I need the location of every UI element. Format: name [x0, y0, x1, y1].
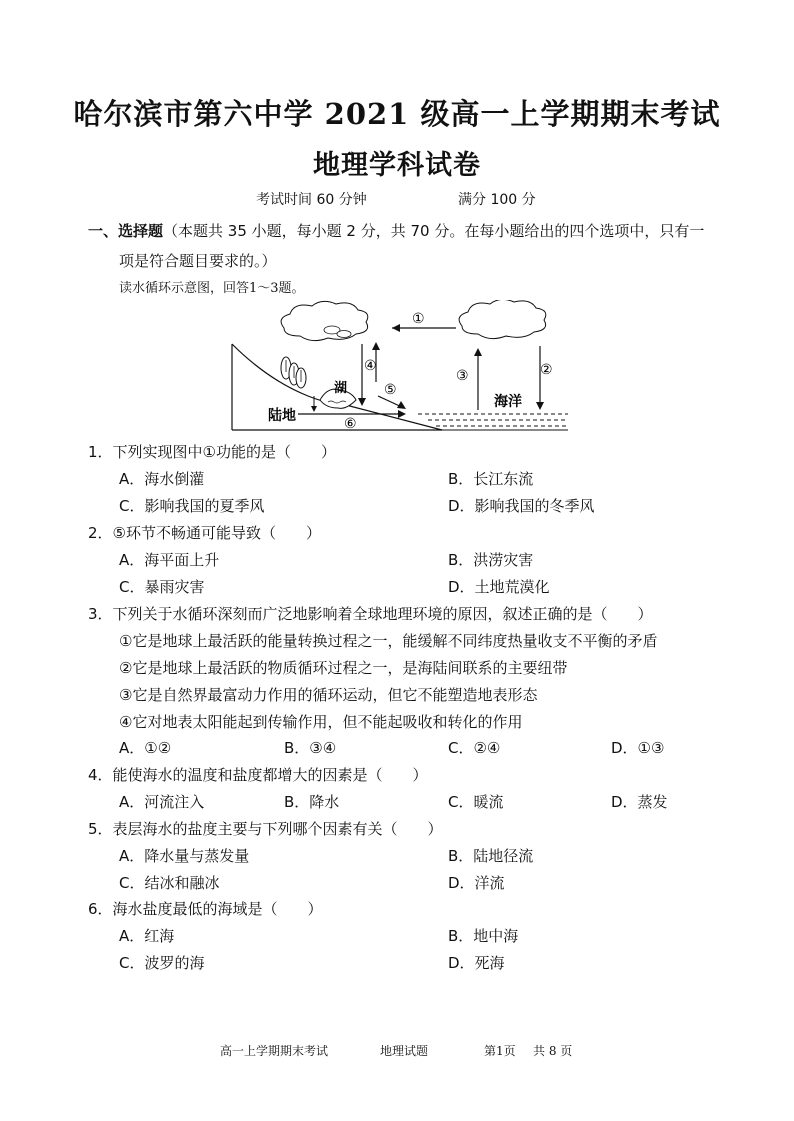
q3-statement-2: ②它是地球上最活跃的物质循环过程之一，是海陆间联系的主要纽带 — [119, 659, 568, 677]
q2-option-d[interactable]: D．土地荒漠化 — [448, 578, 550, 596]
label-6: ⑥ — [344, 416, 357, 432]
label-3: ③ — [456, 368, 469, 384]
arrow-3-head — [474, 348, 482, 356]
q2-option-b[interactable]: B．洪涝灾害 — [448, 551, 534, 569]
water-cycle-diagram — [228, 300, 573, 435]
question-5-stem: 5．表层海水的盐度主要与下列哪个因素有关（ ） — [88, 820, 443, 838]
q5-option-b[interactable]: B．陆地径流 — [448, 847, 534, 865]
section-heading: 一、选择题 — [88, 222, 164, 240]
q6-option-c[interactable]: C．波罗的海 — [119, 954, 205, 972]
q4-option-a[interactable]: A．河流注入 — [119, 793, 205, 811]
q3-option-d[interactable]: D．①③ — [611, 739, 665, 757]
label-4: ④ — [364, 358, 377, 374]
q5-option-d[interactable]: D．洋流 — [448, 874, 505, 892]
section-instructions — [88, 220, 704, 241]
q4-option-d[interactable]: D．蒸发 — [611, 793, 668, 811]
q4-option-c[interactable]: C．暖流 — [448, 793, 504, 811]
q3-option-a[interactable]: A．①② — [119, 739, 172, 757]
q6-option-b[interactable]: B．地中海 — [448, 927, 519, 945]
section-desc-line1: （本题共 35 小题，每小题 2 分，共 70 分。在每小题给出的四个选项中，只有一 — [163, 222, 705, 240]
arrow-2-head — [536, 402, 544, 410]
label-2: ② — [540, 362, 553, 378]
cloud-detail — [337, 331, 351, 338]
full-score: 满分 100 分 — [458, 192, 536, 208]
footer-page: 第1页 — [484, 1044, 516, 1058]
question-1-stem: 1．下列实现图中①功能的是（ ） — [88, 443, 336, 461]
land-label: 陆地 — [268, 408, 296, 424]
question-2-stem: 2．⑤环节不畅通可能导致（ ） — [88, 524, 321, 542]
exam-time: 考试时间 60 分钟 — [256, 192, 367, 208]
section-desc-line2: 项是符合题目要求的。） — [119, 252, 277, 270]
question-3-stem: 3．下列关于水循环深刻而广泛地影响着全球地理环境的原因，叙述正确的是（ ） — [88, 605, 653, 623]
lake-label: 湖 — [334, 381, 348, 396]
q3-statement-1: ①它是地球上最活跃的能量转换过程之一，能缓解不同纬度热量收支不平衡的矛盾 — [119, 632, 658, 650]
q2-option-a[interactable]: A．海平面上升 — [119, 551, 220, 569]
arrow-4-up-head — [372, 342, 380, 350]
label-1: ① — [412, 311, 425, 327]
infiltration-arrow-head — [311, 406, 317, 412]
q1-option-b[interactable]: B．长江东流 — [448, 470, 534, 488]
q3-option-c[interactable]: C．②④ — [448, 739, 501, 757]
q1-option-c[interactable]: C．影响我国的夏季风 — [119, 497, 265, 515]
trees-icon — [281, 357, 306, 388]
q6-option-a[interactable]: A．红海 — [119, 927, 175, 945]
q3-statement-3: ③它是自然界最富动力作用的循环运动，但它不能塑造地表形态 — [119, 686, 538, 704]
arrow-6-head — [398, 410, 406, 418]
q5-option-c[interactable]: C．结冰和融冰 — [119, 874, 220, 892]
exam-subtitle: 地理学科试卷 — [313, 150, 481, 181]
footer-total: 共 8 页 — [533, 1044, 573, 1058]
footer-exam: 高一上学期期末考试 — [220, 1044, 329, 1058]
q1-option-a[interactable]: A．海水倒灌 — [119, 470, 205, 488]
q4-option-b[interactable]: B．降水 — [284, 793, 340, 811]
exam-title: 哈尔滨市第六中学 2021 级高一上学期期末考试 — [73, 97, 721, 131]
footer-subject: 地理试题 — [380, 1044, 429, 1058]
arrow-4-head — [358, 398, 366, 406]
question-4-stem: 4．能使海水的温度和盐度都增大的因素是（ ） — [88, 766, 428, 784]
q1-option-d[interactable]: D．影响我国的冬季风 — [448, 497, 595, 515]
q2-option-c[interactable]: C．暴雨灾害 — [119, 578, 205, 596]
q5-option-a[interactable]: A．降水量与蒸发量 — [119, 847, 250, 865]
arrow-1-head — [392, 324, 400, 332]
q3-option-b[interactable]: B．③④ — [284, 739, 337, 757]
ocean-cloud-icon — [459, 300, 546, 339]
land-cloud-icon — [281, 301, 368, 340]
label-5: ⑤ — [384, 382, 397, 398]
q3-statement-4: ④它对地表太阳能起到传输作用，但不能起吸收和转化的作用 — [119, 713, 523, 731]
q6-option-d[interactable]: D．死海 — [448, 954, 505, 972]
ocean-label: 海洋 — [494, 394, 522, 410]
question-6-stem: 6．海水盐度最低的海域是（ ） — [88, 900, 323, 918]
diagram-intro: 读水循环示意图，回答1～3题。 — [119, 281, 305, 296]
